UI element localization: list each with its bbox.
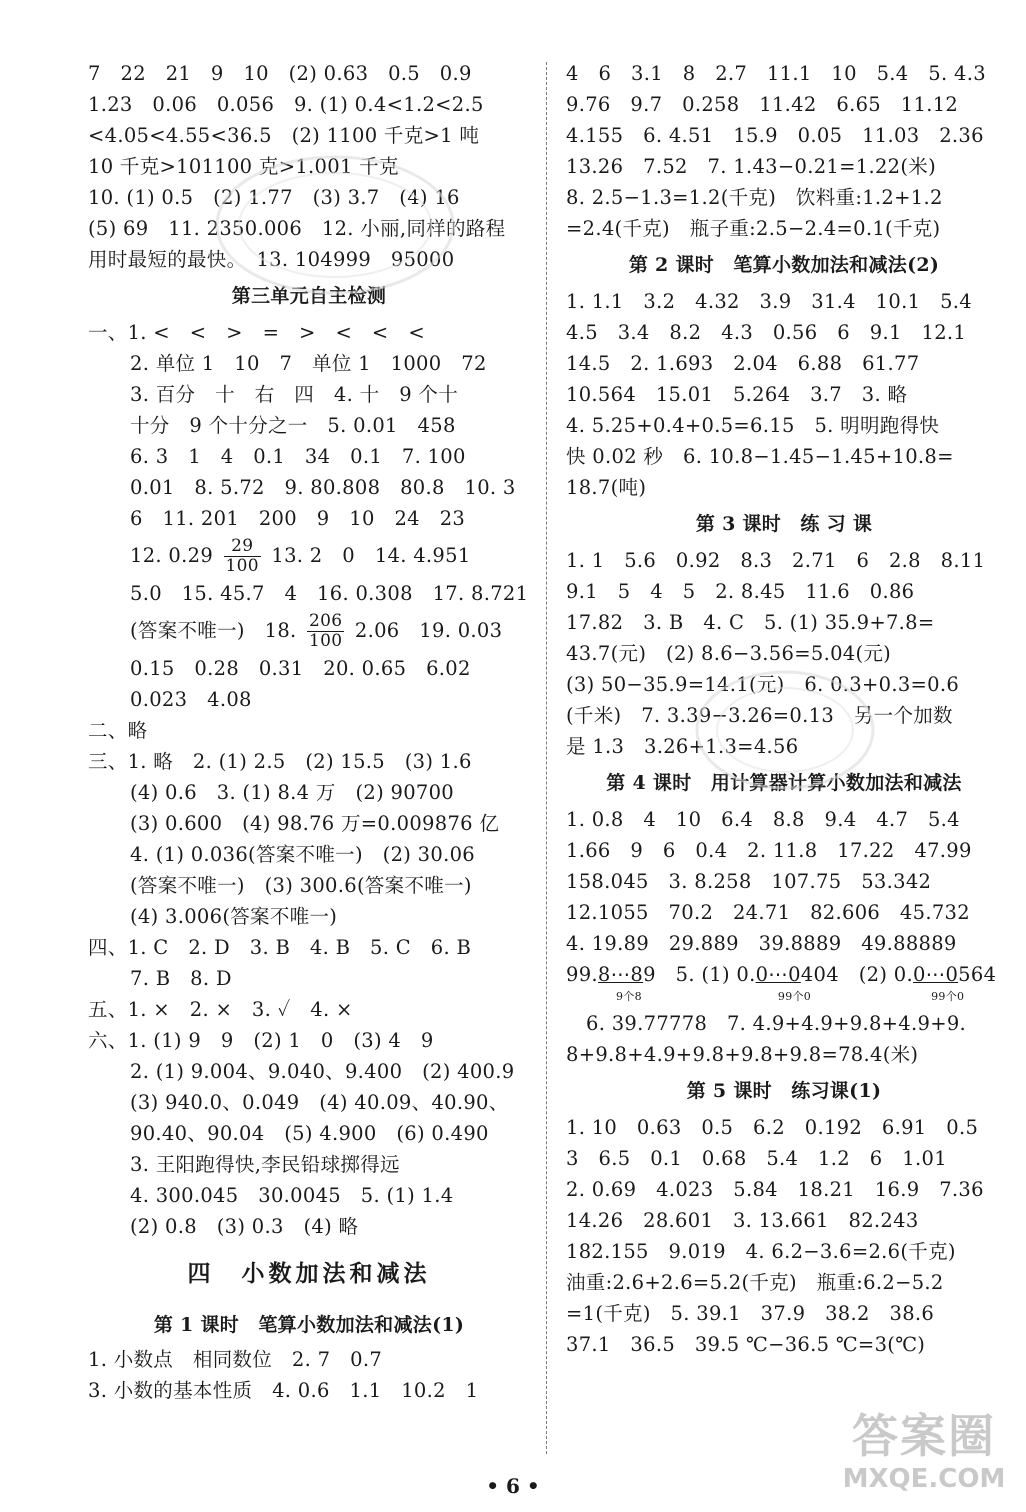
answer-line: 1. 1.1 3.2 4.32 3.9 31.4 10.1 5.4 — [566, 290, 973, 313]
answer-line: 4.5 3.4 8.2 4.3 0.56 6 9.1 12.1 — [566, 321, 967, 344]
answer-line: 8. 2.5−1.3=1.2(千克) 饮料重:1.2+1.2 — [566, 186, 943, 209]
answer-line: (4) 0.6 3. (1) 8.4 万 (2) 90700 — [130, 781, 455, 804]
column-divider — [546, 62, 547, 1454]
answer-line: 14.26 28.601 3. 13.661 82.243 — [566, 1209, 919, 1232]
answer-line: 1.23 0.06 0.056 9. (1) 0.4<1.2<2.5 — [88, 93, 484, 116]
answer-line: 是 1.3 3.26+1.3=4.56 — [566, 735, 799, 758]
answer-line-with-fraction — [88, 609, 530, 653]
lesson-title: 第 3 课时 练 习 课 — [695, 513, 873, 535]
answer-line: <4.05<4.55<36.5 (2) 1100 千克>1 吨 — [88, 124, 480, 147]
answer-line: (答案不唯一) (3) 300.6(答案不唯一) — [130, 874, 472, 897]
answer-line: 1. 10 0.63 0.5 6.2 0.192 6.91 0.5 — [566, 1116, 979, 1139]
answer-line: 3. 小数的基本性质 4. 0.6 1.1 10.2 1 — [88, 1379, 479, 1402]
answer-line: 18.7(吨) — [566, 476, 647, 499]
repeat-digits: 0⋯0 — [755, 963, 801, 986]
lesson-title: 第 2 课时 笔算小数加法和减法(2) — [628, 254, 940, 276]
fraction-numerator: 29 — [224, 537, 261, 557]
answer-line: 1.66 9 6 0.4 2. 11.8 17.22 47.99 — [566, 839, 972, 862]
fraction — [224, 537, 261, 576]
text-span: 13. 2 0 14. 4.951 — [271, 544, 471, 567]
answer-line: 0.023 4.08 — [130, 688, 252, 711]
watermark-stamp-icon — [690, 665, 880, 795]
answer-line: 1. 0.8 4 10 6.4 8.8 9.4 4.7 5.4 — [566, 808, 960, 831]
answer-line: 4. 19.89 29.889 39.8889 49.88889 — [566, 932, 957, 955]
watermark-url: MXQE.COM — [842, 1464, 1006, 1494]
answer-line: (5) 69 11. 2350.006 12. 小丽,同样的路程 — [88, 217, 506, 240]
answer-line: 四、1. C 2. D 3. B 4. B 5. C 6. B — [88, 936, 472, 959]
answer-line: (4) 3.006(答案不唯一) — [130, 905, 338, 928]
page-number: • 6 • — [486, 1474, 540, 1498]
text-span: 564 — [958, 963, 997, 986]
answer-line: 油重:2.6+2.6=5.2(千克) 瓶重:6.2−5.2 — [566, 1271, 944, 1294]
answer-line: 10.564 15.01 5.264 3.7 3. 略 — [566, 383, 908, 406]
section-title: 第三单元自主检测 — [231, 285, 387, 307]
text-span: 404 (2) 0. — [800, 963, 913, 986]
answer-line: 10 千克>101100 克>1.001 千克 — [88, 155, 399, 178]
answer-line: 13.26 7.52 7. 1.43−0.21=1.22(米) — [566, 155, 936, 178]
answer-line: 37.1 36.5 39.5 ℃−36.5 ℃=3(℃) — [566, 1333, 926, 1356]
watermark-title: 答案圈 — [852, 1409, 996, 1463]
answer-line-with-fraction — [88, 534, 530, 578]
answer-line: 十分 9 个十分之一 5. 0.01 458 — [130, 414, 456, 437]
answer-line: 4. 300.045 30.0045 5. (1) 1.4 — [130, 1184, 454, 1207]
site-watermark — [826, 1408, 1022, 1508]
answer-line: 3 6.5 0.1 0.68 5.4 1.2 6 1.01 — [566, 1147, 947, 1170]
text-span: 12. 0.29 — [130, 544, 214, 567]
answer-line-with-repeats — [566, 959, 1002, 990]
answer-line: 4. 5.25+0.4+0.5=6.15 5. 明明跑得快 — [566, 414, 940, 437]
answer-line: 158.045 3. 8.258 107.75 53.342 — [566, 870, 932, 893]
fraction — [307, 612, 344, 651]
answer-line: 7. B 8. D — [130, 967, 232, 990]
watermark-stamp-icon — [210, 150, 460, 300]
answer-line: (3) 50−35.9=14.1(元) 6. 0.3+0.3=0.6 — [566, 673, 960, 696]
answer-line: 9.1 5 4 5 2. 8.45 11.6 0.86 — [566, 580, 915, 603]
answer-line: 12.1055 70.2 24.71 82.606 45.732 — [566, 901, 970, 924]
answer-line: 182.155 9.019 4. 6.2−3.6=2.6(千克) — [566, 1240, 956, 1263]
lesson-title: 第 4 课时 用计算器计算小数加法和减法 — [606, 772, 962, 794]
answer-line: (3) 940.0、0.049 (4) 40.09、40.90、 — [130, 1091, 509, 1114]
answer-line: 0.15 0.28 0.31 20. 0.65 6.02 — [130, 657, 471, 680]
answer-line: 4 6 3.1 8 2.7 11.1 10 5.4 5. 4.3 — [566, 62, 986, 85]
chapter-title: 四 小数加法和减法 — [187, 1260, 431, 1287]
text-span: (答案不唯一) 18. — [130, 619, 297, 642]
answer-line: 快 0.02 秒 6. 10.8−1.45−1.45+10.8= — [566, 445, 954, 468]
lesson-title: 第 5 课时 练习课(1) — [686, 1080, 882, 1102]
answer-line: 4. (1) 0.036(答案不唯一) (2) 30.06 — [130, 843, 476, 866]
answer-line: 2. (1) 9.004、9.040、9.400 (2) 400.9 — [130, 1060, 515, 1083]
answer-line: 90.40、90.04 (5) 4.900 (6) 0.490 — [130, 1122, 489, 1145]
answer-line: 6 11. 201 200 9 10 24 23 — [130, 507, 466, 530]
answer-line: 2. 0.69 4.023 5.84 18.21 16.9 7.36 — [566, 1178, 984, 1201]
answer-line: 五、1. × 2. × 3. ✓ 4. × — [88, 998, 353, 1021]
answer-line: 9.76 9.7 0.258 11.42 6.65 11.12 — [566, 93, 959, 116]
repeat-count: 99个0 — [931, 990, 965, 1003]
answer-line: 六、1. (1) 9 9 (2) 1 0 (3) 4 9 — [88, 1029, 434, 1052]
answer-line: 6. 39.77778 7. 4.9+4.9+9.8+4.9+9. — [586, 1012, 967, 1035]
repeat-count-annotations — [566, 990, 1002, 1008]
answer-line: 43.7(元) (2) 8.6−3.56=5.04(元) — [566, 642, 892, 665]
answer-line: 14.5 2. 1.693 2.04 6.88 61.77 — [566, 352, 920, 375]
text-span: 9 5. (1) 0. — [643, 963, 756, 986]
answer-line: 10. (1) 0.5 (2) 1.77 (3) 3.7 (4) 16 — [88, 186, 460, 209]
answer-line: 1. 小数点 相同数位 2. 7 0.7 — [88, 1348, 383, 1371]
fraction-denominator: 100 — [225, 556, 259, 576]
answer-line: 用时最短的最快。 13. 104999 95000 — [88, 248, 455, 271]
answer-line: 2. 单位 1 10 7 单位 1 1000 72 — [130, 352, 487, 375]
fraction-denominator: 100 — [309, 631, 343, 651]
repeat-count: 9个8 — [616, 990, 642, 1003]
answer-line: 三、1. 略 2. (1) 2.5 (2) 15.5 (3) 1.6 — [88, 750, 472, 773]
answer-line: 7 22 21 9 10 (2) 0.63 0.5 0.9 — [88, 62, 472, 85]
repeat-digits: 0⋯0 — [912, 963, 959, 986]
text-span: 2.06 19. 0.03 — [354, 619, 503, 642]
answer-line: 0.01 8. 5.72 9. 80.808 80.8 10. 3 — [130, 476, 516, 499]
answer-line: 1. 1 5.6 0.92 8.3 2.71 6 2.8 8.11 — [566, 549, 986, 572]
answer-line: 6. 3 1 4 0.1 34 0.1 7. 100 — [130, 445, 466, 468]
repeat-count: 99个0 — [777, 990, 812, 1003]
answer-line: 二、略 — [88, 719, 148, 742]
fraction-numerator: 206 — [309, 611, 343, 631]
answer-line: =1(千克) 5. 39.1 37.9 38.2 38.6 — [566, 1302, 935, 1325]
answer-line: 8+9.8+4.9+9.8+9.8+9.8=78.4(米) — [566, 1043, 919, 1066]
answer-line: 4.155 6. 4.51 15.9 0.05 11.03 2.36 — [566, 124, 984, 147]
answer-line: 3. 百分 十 右 四 4. 十 9 个十 — [130, 383, 459, 406]
answer-line: 一、1. < < > = > < < < — [88, 321, 426, 344]
lesson-title: 第 1 课时 笔算小数加法和减法(1) — [153, 1314, 465, 1336]
answer-line: 17.82 3. B 4. C 5. (1) 35.9+7.8= — [566, 611, 935, 634]
repeat-digits: 8⋯8 — [597, 963, 644, 986]
answer-line: 3. 王阳跑得快,李民铅球掷得远 — [130, 1153, 400, 1176]
answer-line: (3) 0.600 (4) 98.76 万=0.009876 亿 — [130, 812, 500, 835]
answer-line: (2) 0.8 (3) 0.3 (4) 略 — [130, 1215, 359, 1238]
text-span: 99. — [566, 963, 598, 986]
answer-line: 5.0 15. 45.7 4 16. 0.308 17. 8.721 — [130, 582, 529, 605]
answer-line: (千米) 7. 3.39−3.26=0.13 另一个加数 — [566, 704, 953, 727]
answer-line: =2.4(千克) 瓶子重:2.5−2.4=0.1(千克) — [566, 217, 941, 240]
